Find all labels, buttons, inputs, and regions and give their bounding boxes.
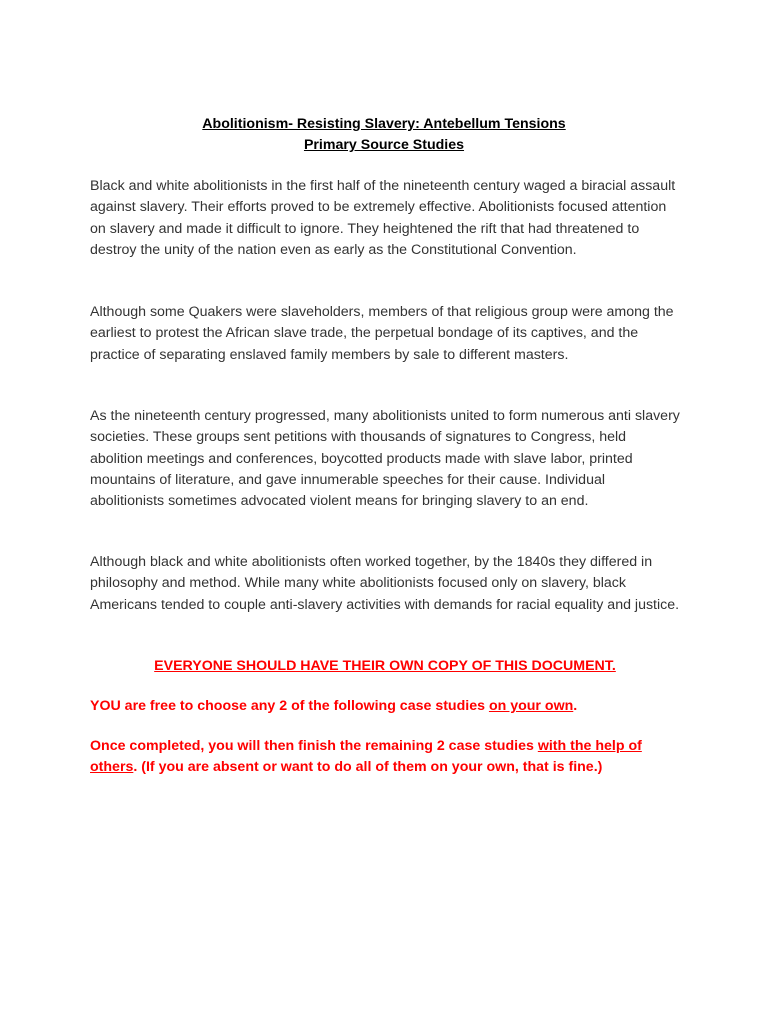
document-header: [90, 114, 678, 156]
paragraph-intro: Black and white abolitionists in the first half of the nineteenth century waged a biracial assault against slavery. Their efforts proved to be extremely effective. Abolitionists focused attention on slavery and made it difficult to ignore. They heightened the rift that had threatened to destroy the unity of the nation even as early as the Constitutional Convention.: [90, 178, 676, 258]
notice-own-copy: EVERYONE SHOULD HAVE THEIR OWN COPY OF THIS DOCUMENT.: [154, 658, 616, 674]
document-subtitle: Primary Source Studies: [303, 137, 465, 153]
paragraph-societies: As the nineteenth century progressed, many abolitionists united to form numerous anti slavery societies. These groups sent petitions with thousands of signatures to Congress, held abolition meetings and conferences, boycotted products made with slave labor, printed mountains of literature, and gave innumerable speeches for their cause. Individual abolitionists sometimes advocated violent means for bringing slavery to an end.: [90, 408, 680, 510]
notice-choose-case-studies: [90, 696, 680, 717]
paragraph-philosophy: Although black and white abolitionists often worked together, by the 1840s they differed in philosophy and method. While many white abolitionists focused only on slavery, black Americans tended to couple anti-slavery activities with demands for racial equality and justice.: [90, 554, 680, 613]
notice-choose-end: .: [573, 698, 578, 714]
notice-finish-text: Once completed, you will then finish the remaining 2 case studies: [90, 738, 538, 754]
notice-choose-text: YOU are free to choose any 2 of the following case studies: [90, 698, 489, 714]
notice-finish-end: . (If you are absent or want to do all of them on your own, that is fine.): [133, 759, 603, 776]
notice-finish-emphasis: with the help of others: [90, 738, 642, 776]
notice-choose-emphasis: on your own: [488, 698, 574, 714]
notice-finish-case-studies: [90, 736, 680, 779]
document-title: Abolitionism- Resisting Slavery: Antebellum Tensions: [202, 116, 566, 132]
paragraph-quakers: Although some Quakers were slaveholders, members of that religious group were among the earliest to protest the African slave trade, the perpetual bondage of its captives, and the practice of separating enslaved family members by sale to different masters.: [90, 304, 674, 363]
